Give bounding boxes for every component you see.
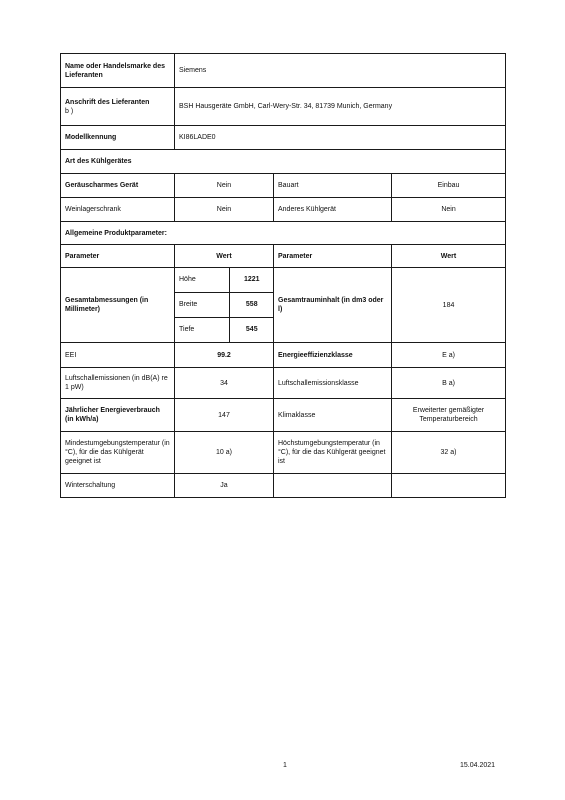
address-label-note: b )	[65, 107, 74, 115]
type-right-label: Anderes Kühlgerät	[274, 198, 392, 222]
model-row	[61, 126, 506, 150]
param-right-label: Klimaklasse	[274, 399, 392, 432]
dimensions-row	[61, 268, 506, 343]
param-right-value: B a)	[392, 368, 506, 399]
param-row	[61, 368, 506, 399]
document-date: 15.04.2021	[460, 762, 496, 769]
volume-label: Gesamtrauminhalt (in dm3 oder l)	[274, 268, 392, 343]
dimension-name: Höhe	[175, 268, 229, 292]
dimension-name: Tiefe	[175, 317, 229, 342]
dimension-name: Breite	[175, 292, 229, 317]
param-right-value: 32 a)	[392, 432, 506, 474]
dimensions-label: Gesamtabmessungen (in Millimeter)	[61, 268, 175, 343]
appliance-type-heading-row	[61, 150, 506, 174]
param-left-label: Mindestumgebungstemperatur (in °C), für die das Kühlgerät geeignet ist	[61, 432, 175, 474]
param-row	[61, 399, 506, 432]
type-left-label: Weinlagerschrank	[61, 198, 175, 222]
dimensions-subtable-cell	[175, 268, 274, 343]
dimension-value: 558	[229, 292, 274, 317]
param-left-value: 99.2	[175, 343, 274, 368]
param-row	[61, 343, 506, 368]
appliance-type-heading: Art des Kühlgerätes	[61, 150, 506, 174]
param-left-label: Luftschallemissionen (in dB(A) re 1 pW)	[61, 368, 175, 399]
param-header-param: Parameter	[61, 245, 175, 268]
param-header-value: Wert	[175, 245, 274, 268]
page-number: 1	[283, 762, 287, 769]
param-right-label: Höchstumgebungstemperatur (in °C), für die das Kühlgerät geeignet ist	[274, 432, 392, 474]
param-header-value-2: Wert	[392, 245, 506, 268]
type-row	[61, 198, 506, 222]
general-heading: Allgemeine Produktparameter:	[61, 222, 506, 245]
product-information-sheet	[60, 53, 505, 498]
type-left-value: Nein	[175, 198, 274, 222]
address-row	[61, 88, 506, 126]
param-left-value: 147	[175, 399, 274, 432]
dimension-row	[175, 317, 274, 342]
address-value: BSH Hausgeräte GmbH, Carl-Wery-Str. 34, 81739 Munich, Germany	[175, 88, 506, 126]
supplier-label: Name oder Handelsmarke des Lieferanten	[61, 54, 175, 88]
param-header-param-2: Parameter	[274, 245, 392, 268]
type-left-label: Geräuscharmes Gerät	[61, 174, 175, 198]
param-header-row	[61, 245, 506, 268]
type-right-label: Bauart	[274, 174, 392, 198]
dimensions-subtable	[175, 268, 274, 342]
type-right-value: Einbau	[392, 174, 506, 198]
type-row	[61, 174, 506, 198]
param-right-label: Energieeffizienzklasse	[274, 343, 392, 368]
model-label: Modellkennung	[61, 126, 175, 150]
volume-value: 184	[392, 268, 506, 343]
dimension-value: 1221	[229, 268, 274, 292]
param-right-value	[392, 474, 506, 498]
param-left-value: 34	[175, 368, 274, 399]
address-label: Anschrift des Lieferanten	[65, 98, 150, 106]
param-right-label	[274, 474, 392, 498]
dimension-row	[175, 292, 274, 317]
supplier-value: Siemens	[175, 54, 506, 88]
param-row	[61, 474, 506, 498]
param-left-label: EEI	[61, 343, 175, 368]
type-right-value: Nein	[392, 198, 506, 222]
param-left-value: 10 a)	[175, 432, 274, 474]
param-row	[61, 432, 506, 474]
product-data-table	[60, 53, 506, 498]
dimension-row	[175, 268, 274, 292]
param-right-value: E a)	[392, 343, 506, 368]
supplier-row	[61, 54, 506, 88]
param-left-label: Jährlicher Energieverbrauch (in kWh/a)	[61, 399, 175, 432]
param-right-label: Luftschallemissionsklasse	[274, 368, 392, 399]
address-label-cell	[61, 88, 175, 126]
model-value: KI86LADE0	[175, 126, 506, 150]
param-left-label: Winterschaltung	[61, 474, 175, 498]
param-right-value: Erweiterter gemäßigter Temperaturbereich	[392, 399, 506, 432]
general-heading-row	[61, 222, 506, 245]
dimension-value: 545	[229, 317, 274, 342]
type-left-value: Nein	[175, 174, 274, 198]
param-left-value: Ja	[175, 474, 274, 498]
